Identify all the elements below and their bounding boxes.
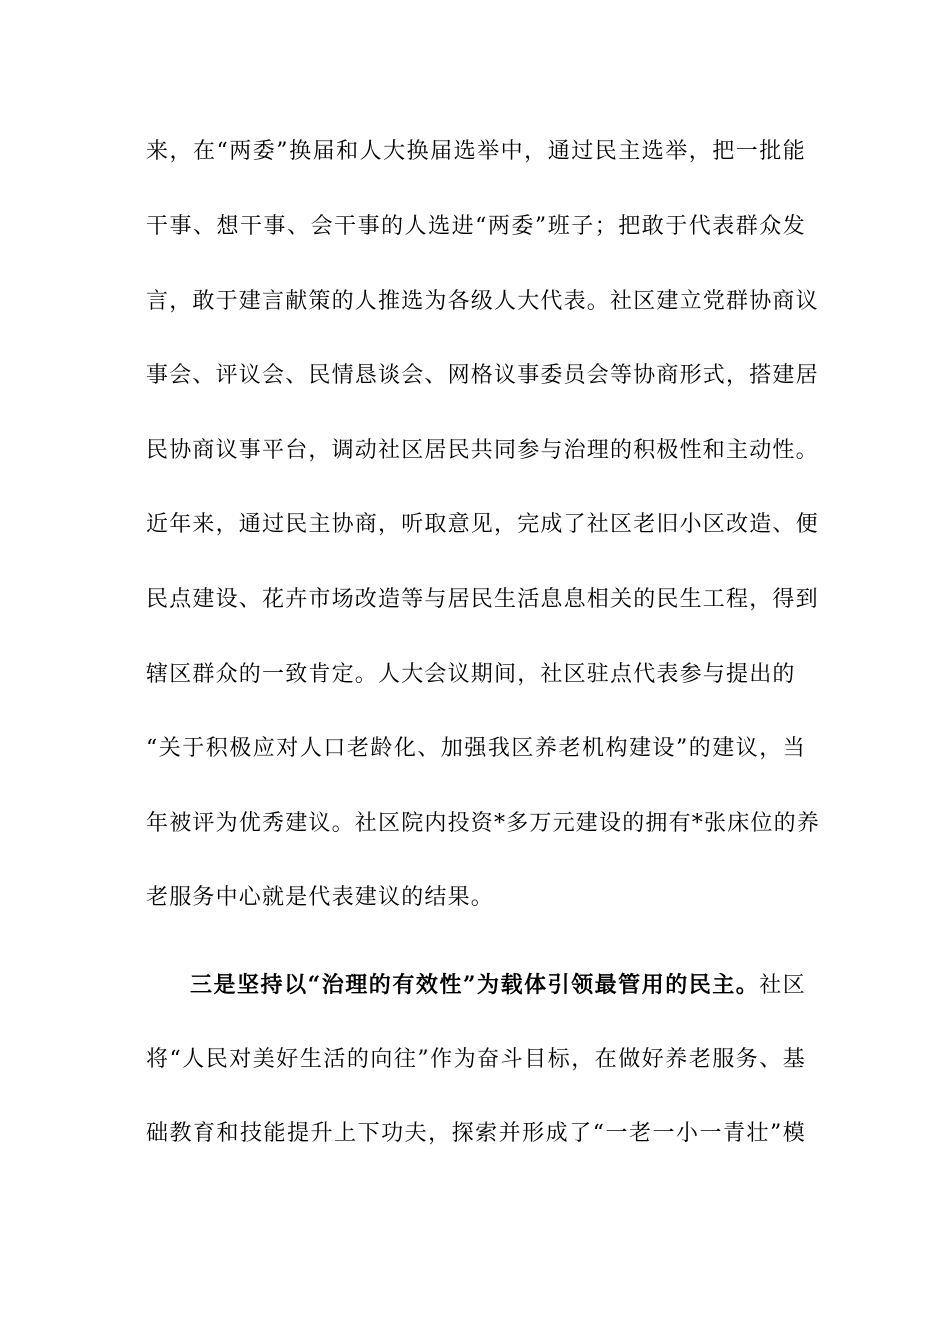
paragraph-line: 老服务中心就是代表建议的结果。: [146, 885, 495, 910]
paragraph-line: 年被评为优秀建议。社区院内投资*多万元建设的拥有*张床位的养: [146, 811, 821, 836]
paragraph-line: 民点建设、花卉市场改造等与居民生活息息相关的民生工程，得到: [146, 587, 819, 612]
paragraph-line: 言，敢于建言献策的人推选为各级人大代表。社区建立党群协商议: [146, 289, 819, 314]
bold-lead-text: 三是坚持以“治理的有效性”为载体引领最管用的民主。: [190, 972, 760, 998]
paragraph-line: 础教育和技能提升上下功夫，探索并形成了“一老一小一青壮”模: [146, 1121, 806, 1146]
paragraph-line: 辖区群众的一致肯定。人大会议期间，社区驻点代表参与提出的: [146, 662, 796, 687]
paragraph-line: 来，在“两委”换届和人大换届选举中，通过民主选举，把一批能: [146, 139, 806, 164]
paragraph-line: “关于积极应对人口老龄化、加强我区养老机构建设”的建议，当: [146, 736, 806, 761]
paragraph-line: 近年来，通过民主协商，听取意见，完成了社区老旧小区改造、便: [146, 512, 819, 537]
paragraph-line: 干事、想干事、会干事的人选进“两委”班子；把敢于代表群众发: [146, 214, 806, 239]
paragraph-heading-line: [190, 971, 806, 1000]
paragraph-line: 民协商议事平台，调动社区居民共同参与治理的积极性和主动性。: [146, 438, 819, 463]
paragraph-line: 事会、评议会、民情恳谈会、网格议事委员会等协商形式，搭建居: [146, 363, 819, 388]
paragraph-line: 将“人民对美好生活的向往”作为奋斗目标，在做好养老服务、基: [146, 1047, 806, 1072]
lead-rest-text: 社区: [759, 973, 807, 998]
